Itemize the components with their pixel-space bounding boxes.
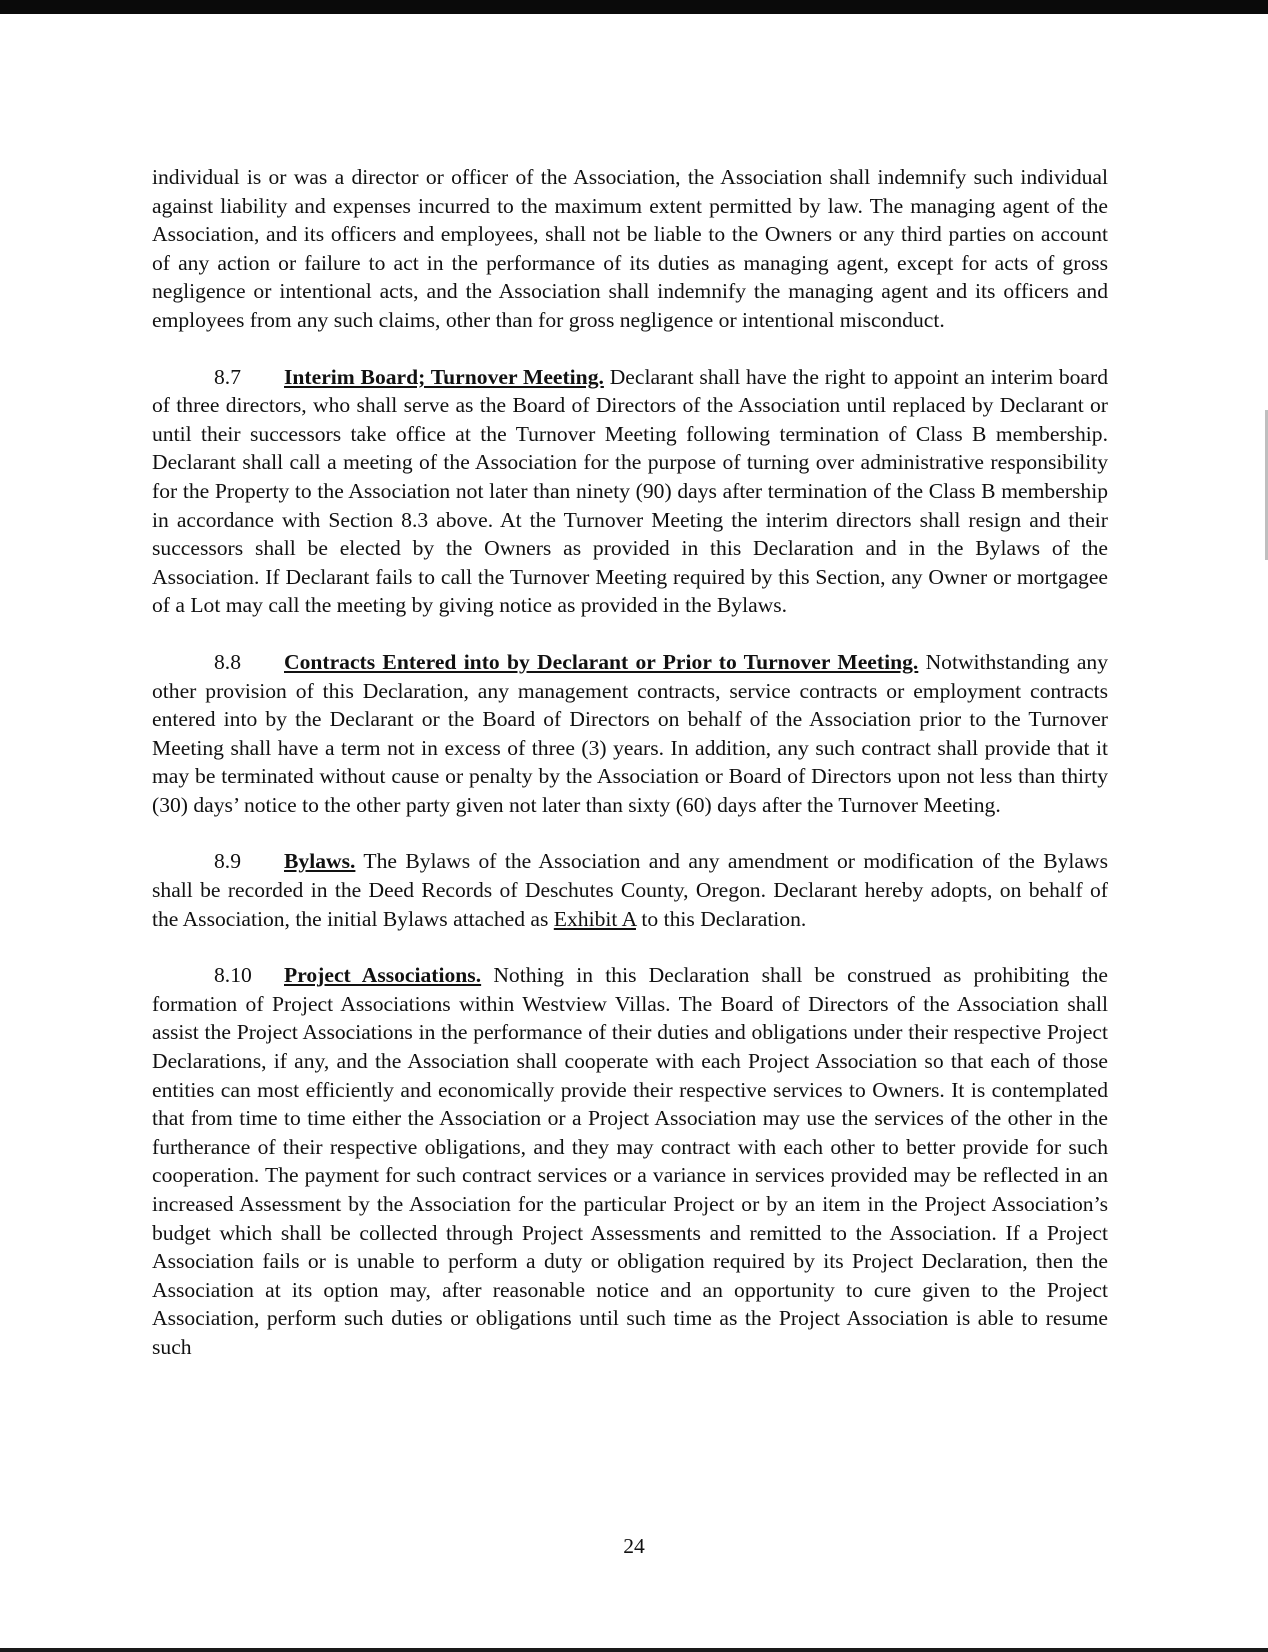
scan-top-border (0, 0, 1268, 14)
section-body: Declarant shall have the right to appoint an interim board of three directors, who shall serve as the Board of Directors of the Association until replaced by Declarant or until their successors take office at the Turnover Meeting following termination of Class B membership. Declarant shall call a meeting of the Association for the purpose of turning over administrative responsibility for the Property to the Association not later than ninety (90) days after termination of the Class B membership in accordance with Section 8.3 above. At the Turnover Meeting the interim directors shall resign and their successors shall be elected by the Owners as provided in this Declaration and in the Bylaws of the Association. If Declarant fails to call the Turnover Meeting required by this Section, any Owner or mortgagee of a Lot may call the meeting by giving notice as provided in the Bylaws. (152, 364, 1108, 618)
scan-bottom-border (0, 1648, 1268, 1652)
section-heading: Interim Board; Turnover Meeting. (284, 364, 604, 389)
section-heading: Project Associations. (284, 963, 482, 988)
section-body: The Bylaws of the Association and any amendment or modification of the Bylaws shall be recorded in the Deed Records of Deschutes County, Oregon. Declarant hereby adopts, on behalf of the Association, the initial Bylaws attached as (152, 849, 1108, 931)
section-8-8 (152, 648, 1108, 820)
section-number: 8.8 (214, 649, 241, 674)
section-body: Nothing in this Declaration shall be construed as prohibiting the formation of Project Associations within Westview Villas. The Board of Directors of the Association shall assist the Project Associations in the performance of their duties and obligations under their respective Project Declarations, if any, and the Association shall cooperate with each Project Association so that each of those entities can most efficiently and economically provide their respective services to Owners. It is contemplated that from time to time either the Association or a Project Association may use the services of the other in the furtherance of their respective obligations, and they may contract with each other to better provide for such cooperation. The payment for such contract services or a variance in services provided may be reflected in an increased Assessment by the Association for the particular Project or by an item in the Project Association’s budget which shall be collected through Project Assessments and remitted to the Association. If a Project Association fails or is unable to perform a duty or obligation required by its Project Declaration, then the Association at its option may, after reasonable notice and an opportunity to cure given to the Project Association, perform such duties or obligations until such time as the Project Association is able to resume such (152, 963, 1108, 1359)
section-8-7 (152, 363, 1108, 620)
section-heading: Bylaws. (284, 849, 356, 874)
section-body-end: to this Declaration. (636, 906, 807, 931)
document-page (152, 163, 1108, 1390)
section-8-9 (152, 847, 1108, 933)
section-heading: Contracts Entered into by Declarant or Prior to Turnover Meeting. (284, 649, 919, 674)
section-body: Notwithstanding any other provision of this Declaration, any management contracts, service contracts or employment contracts entered into by the Declarant or the Board of Directors on behalf of the Association prior to the Turnover Meeting shall have a term not in excess of three (3) years. In addition, any such contract shall provide that it may be terminated without cause or penalty by the Association or Board of Directors upon not less than thirty (30) days’ notice to the other party given not later than sixty (60) days after the Turnover Meeting. (152, 649, 1108, 817)
section-number: 8.10 (214, 963, 252, 988)
page-number: 24 (623, 1534, 645, 1558)
section-number: 8.7 (214, 364, 241, 389)
continuation-paragraph: individual is or was a director or officer of the Association, the Association shall indemnify such individual against liability and expenses incurred to the maximum extent permitted by law. The managing agent of the Association, and its officers and employees, shall not be liable to the Owners or any third parties on account of any action or failure to act in the performance of its duties as managing agent, except for acts of gross negligence or intentional acts, and the Association shall indemnify the managing agent and its officers and employees from any such claims, other than for gross negligence or intentional misconduct. (152, 165, 1108, 332)
exhibit-reference: Exhibit A (553, 906, 636, 931)
section-8-10 (152, 961, 1108, 1361)
section-number: 8.9 (214, 849, 241, 874)
